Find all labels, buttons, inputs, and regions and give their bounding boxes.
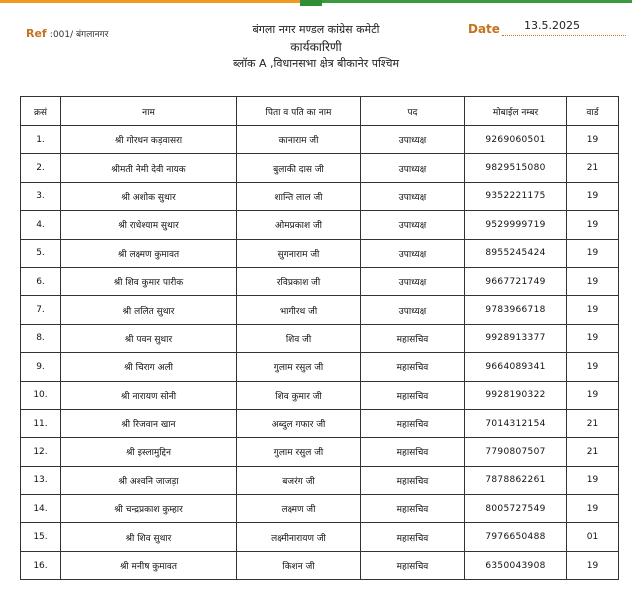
name-cell: श्री लक्ष्मण कुमावत [61,239,237,267]
relation-cell: अब्दुल गफार जी [237,409,361,437]
mobile-cell: 9529999719 [465,211,567,239]
serial-cell: 16. [21,551,61,579]
name-cell: श्री नारायण सोनी [61,381,237,409]
green-band [312,0,632,3]
relation-cell: शान्ति लाल जी [237,182,361,210]
name-cell: श्री पवन सुथार [61,324,237,352]
relation-cell: शिव जी [237,324,361,352]
relation-cell: लक्ष्मण जी [237,495,361,523]
serial-cell: 14. [21,495,61,523]
ward-cell: 19 [567,466,619,494]
post-cell: उपाध्यक्ष [361,211,465,239]
post-cell: महासचिव [361,409,465,437]
ward-cell: 19 [567,267,619,295]
name-cell: श्री रिजवान खान [61,409,237,437]
post-cell: महासचिव [361,551,465,579]
ward-cell: 21 [567,438,619,466]
ward-cell: 19 [567,296,619,324]
name-cell: श्रीमती नेमी देवी नायक [61,154,237,182]
post-cell: उपाध्यक्ष [361,239,465,267]
post-cell: महासचिव [361,353,465,381]
serial-cell: 7. [21,296,61,324]
ward-cell: 19 [567,551,619,579]
table-row [21,353,619,381]
ward-cell: 19 [567,211,619,239]
mobile-cell: 9269060501 [465,126,567,154]
name-cell: श्री मनीष कुमावत [61,551,237,579]
date-value: 13.5.2025 [524,19,580,32]
table-header-row [21,97,619,126]
ward-cell: 19 [567,126,619,154]
table-row [21,267,619,295]
relation-cell: गुलाम रसुल जी [237,353,361,381]
name-cell: श्री चन्द्रप्रकाश कुम्हार [61,495,237,523]
name-cell: श्री राधेश्याम सुथार [61,211,237,239]
table-row [21,324,619,352]
table-row [21,296,619,324]
serial-cell: 15. [21,523,61,551]
ref-label: Ref [26,27,47,40]
table-row [21,466,619,494]
tricolor-strip [0,0,632,6]
serial-cell: 3. [21,182,61,210]
col-header-relation: पिता व पति का नाम [237,97,361,126]
col-header-ward: वार्ड [567,97,619,126]
ref-value: :001/ बंगलानगर [49,30,109,40]
table-row [21,239,619,267]
mobile-cell: 9352221175 [465,182,567,210]
relation-cell: बुलाकी दास जी [237,154,361,182]
post-cell: महासचिव [361,381,465,409]
name-cell: श्री इस्लामुद्दिन [61,438,237,466]
table-row [21,211,619,239]
serial-cell: 9. [21,353,61,381]
table-row [21,182,619,210]
relation-cell: कानाराम जी [237,126,361,154]
ward-cell: 19 [567,182,619,210]
post-cell: महासचिव [361,438,465,466]
mobile-cell: 9783966718 [465,296,567,324]
serial-cell: 12. [21,438,61,466]
serial-cell: 5. [21,239,61,267]
col-header-serial: क्रसं [21,97,61,126]
members-table [20,96,619,580]
ward-cell: 19 [567,495,619,523]
relation-cell: शिव कुमार जी [237,381,361,409]
post-cell: उपाध्यक्ष [361,296,465,324]
mobile-cell: 8005727549 [465,495,567,523]
ward-cell: 19 [567,324,619,352]
post-cell: उपाध्यक्ष [361,126,465,154]
serial-cell: 10. [21,381,61,409]
relation-cell: लक्ष्मीनारायण जी [237,523,361,551]
post-cell: महासचिव [361,495,465,523]
col-header-mobile: मोबाईल नम्बर [465,97,567,126]
table-row [21,381,619,409]
serial-cell: 4. [21,211,61,239]
ward-cell: 19 [567,381,619,409]
name-cell: श्री अशोक सुथार [61,182,237,210]
name-cell: श्री शिव सुथार [61,523,237,551]
block-subtitle: ब्लॉक A ,विधानसभा क्षेत्र बीकानेर पश्चिम [232,57,400,70]
post-cell: महासचिव [361,324,465,352]
table-row [21,495,619,523]
table-row [21,551,619,579]
relation-cell: किशन जी [237,551,361,579]
post-cell: उपाध्यक्ष [361,267,465,295]
ward-cell: 01 [567,523,619,551]
mobile-cell: 7790807507 [465,438,567,466]
table-row [21,126,619,154]
name-cell: श्री शिव कुमार पारीक [61,267,237,295]
mobile-cell: 7014312154 [465,409,567,437]
name-cell: श्री गोरधन कड़वासरा [61,126,237,154]
logo-chip [300,0,322,6]
mobile-cell: 9829515080 [465,154,567,182]
table-row [21,438,619,466]
relation-cell: सुगनाराम जी [237,239,361,267]
post-cell: उपाध्यक्ष [361,154,465,182]
table-row [21,409,619,437]
post-cell: महासचिव [361,466,465,494]
executive-title: कार्यकारिणी [290,40,342,54]
serial-cell: 8. [21,324,61,352]
ward-cell: 19 [567,353,619,381]
col-header-name: नाम [61,97,237,126]
saffron-band [0,0,312,3]
ward-cell: 21 [567,154,619,182]
name-cell: श्री अश्वनि जाजड़ा [61,466,237,494]
col-header-post: पद [361,97,465,126]
serial-cell: 2. [21,154,61,182]
date-label: Date [468,22,500,36]
relation-cell: भागीरथ जी [237,296,361,324]
post-cell: उपाध्यक्ष [361,182,465,210]
relation-cell: रविप्रकाश जी [237,267,361,295]
name-cell: श्री चिराग अली [61,353,237,381]
ward-cell: 21 [567,409,619,437]
mobile-cell: 8955245424 [465,239,567,267]
mobile-cell: 9664089341 [465,353,567,381]
name-cell: श्री ललित सुथार [61,296,237,324]
relation-cell: ओमप्रकाश जी [237,211,361,239]
mobile-cell: 9928190322 [465,381,567,409]
mobile-cell: 7976650488 [465,523,567,551]
mobile-cell: 6350043908 [465,551,567,579]
mobile-cell: 7878862261 [465,466,567,494]
relation-cell: बजरंग जी [237,466,361,494]
mobile-cell: 9667721749 [465,267,567,295]
table-row [21,154,619,182]
table-body [21,126,619,580]
serial-cell: 6. [21,267,61,295]
serial-cell: 11. [21,409,61,437]
table-row [21,523,619,551]
serial-cell: 1. [21,126,61,154]
ward-cell: 19 [567,239,619,267]
relation-cell: गुलाम रसुल जी [237,438,361,466]
mobile-cell: 9928913377 [465,324,567,352]
post-cell: महासचिव [361,523,465,551]
committee-title: बंगला नगर मण्डल कांग्रेस कमेटी [252,23,380,36]
serial-cell: 13. [21,466,61,494]
